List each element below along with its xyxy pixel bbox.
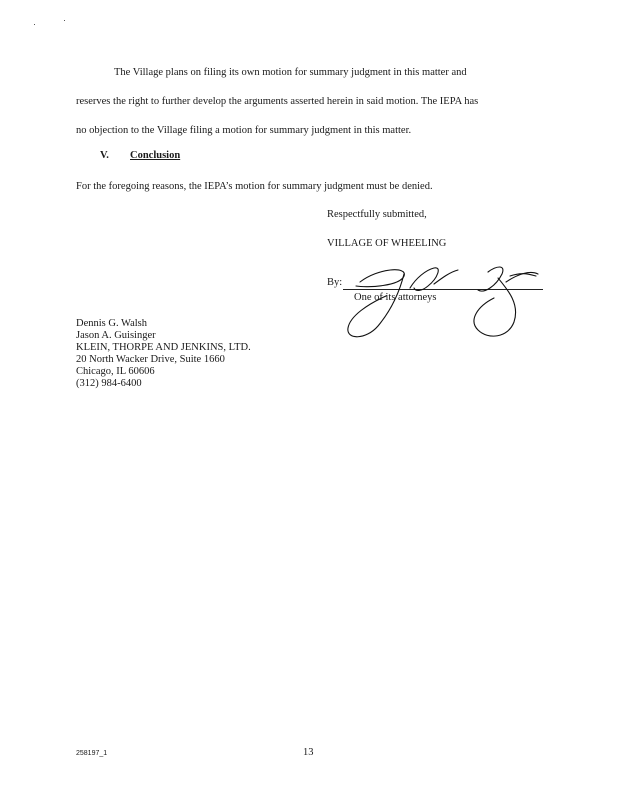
signature-caption: One of its attorneys bbox=[354, 292, 437, 303]
paragraph-line-3: no objection to the Village filing a motion for summary judgment in this matter. bbox=[76, 125, 412, 136]
signature-block bbox=[327, 208, 446, 250]
attorney-line-3: KLEIN, THORPE AND JENKINS, LTD. bbox=[76, 342, 251, 353]
attorney-line-5: Chicago, IL 60606 bbox=[76, 366, 155, 377]
argument-paragraph bbox=[76, 66, 546, 153]
attorney-line-2: Jason A. Guisinger bbox=[76, 330, 156, 341]
attorney-line-4: 20 North Wacker Drive, Suite 1660 bbox=[76, 354, 225, 365]
document-id: 258197_1 bbox=[76, 750, 108, 757]
handwritten-signature bbox=[338, 260, 553, 340]
conclusion-text: For the foregoing reasons, the IEPA’s motion for summary judgment must be denied. bbox=[76, 181, 433, 192]
attorney-line-6: (312) 984-6400 bbox=[76, 378, 142, 389]
paragraph-line-2: reserves the right to further develop the arguments asserted herein in said motion. The IEPA has bbox=[76, 96, 479, 107]
section-heading bbox=[100, 150, 180, 161]
attorney-line-1: Dennis G. Walsh bbox=[76, 318, 147, 329]
scan-speck bbox=[64, 20, 65, 21]
scan-speck bbox=[34, 24, 35, 25]
by-label: By: bbox=[327, 277, 343, 288]
section-number: V. bbox=[100, 150, 109, 161]
page-number: 13 bbox=[303, 747, 314, 758]
attorney-info bbox=[76, 318, 251, 390]
entity-name: VILLAGE OF WHEELING bbox=[327, 238, 447, 249]
closing-text: Respectfully submitted, bbox=[327, 209, 427, 220]
paragraph-line-1: The Village plans on filing its own motion for summary judgment in this matter and bbox=[114, 67, 467, 78]
section-title: Conclusion bbox=[130, 150, 181, 161]
